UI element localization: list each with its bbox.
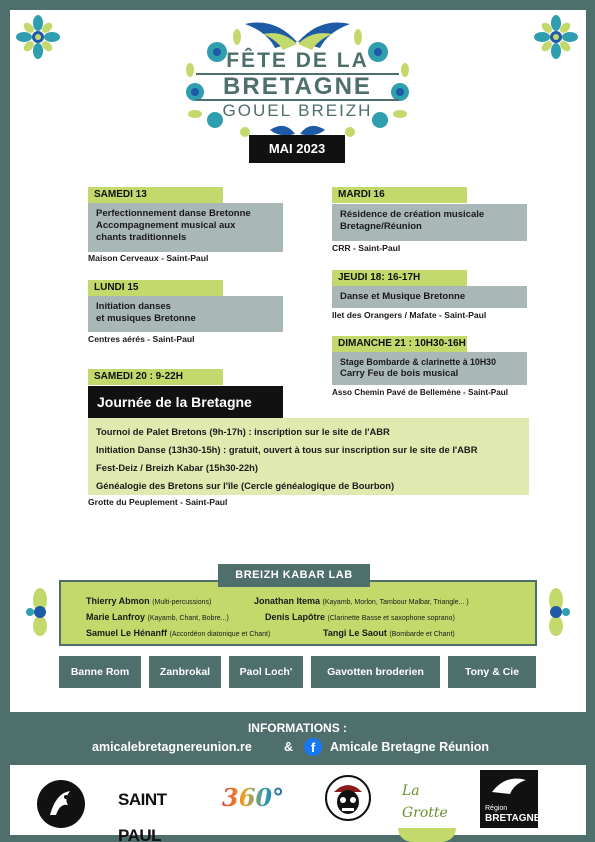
band-label: Gavotten broderien (311, 656, 440, 688)
band-label: Tony & Cie (448, 656, 536, 688)
facebook-icon: f (304, 738, 322, 756)
band-label: Banne Rom (59, 656, 141, 688)
mardi16-line2: Bretagne/Réunion (340, 221, 422, 232)
musician-role: (Accordéon diatonique et Chant) (169, 631, 271, 638)
musician (265, 611, 455, 625)
association-logo-icon (36, 774, 86, 834)
samedi13-line2: Accompagnement musical aux (96, 220, 236, 231)
region-logo-line1: Région (485, 805, 508, 812)
journee-title: Journée de la Bretagne (88, 386, 283, 418)
samedi20-line: Tournoi de Palet Bretons (9h-17h) : inscription sur le site de l'ABR (96, 426, 390, 437)
title-line-2: BRETAGNE (196, 73, 399, 101)
musician (323, 627, 455, 641)
musician (254, 595, 469, 609)
left-corner-ornament-icon (15, 14, 61, 60)
right-lab-ornament-icon (538, 582, 574, 642)
musician (86, 595, 211, 609)
musician-name: Thierry Abmon (86, 596, 150, 606)
musician-role: (Bombarde et Chant) (389, 631, 455, 638)
dimanche21-line1: Stage Bombarde & clarinette à 10H30 (340, 357, 496, 367)
lundi15-line2: et musiques Bretonne (96, 313, 196, 324)
l360-logo-text: 360° (222, 778, 286, 818)
samedi13-line3: chants traditionnels (96, 232, 187, 243)
musician-role: (Kayamb, Chant, Bobre...) (147, 615, 229, 622)
jeudi18-line1: Danse et Musique Bretonne (340, 291, 466, 302)
la-grotte-wave (398, 828, 456, 842)
musician (86, 611, 229, 625)
facebook-link[interactable]: Amicale Bretagne Réunion (330, 740, 490, 754)
samedi20-place: Grotte du Peuplement - Saint-Paul (88, 497, 228, 507)
musician-role: (Kayamb, Morlon, Tambour Malbar, Triangle... ) (322, 599, 469, 606)
mardi16-day: MARDI 16 (332, 187, 467, 203)
musician-role: (Multi-percussions) (152, 599, 212, 606)
lab-title: BREIZH KABAR LAB (218, 564, 370, 587)
lundi15-day: LUNDI 15 (88, 280, 223, 296)
info-title: INFORMATIONS : (247, 721, 348, 735)
samedi20-line: Généalogie des Bretons sur l'île (Cercle généalogique de Bourbon) (96, 480, 395, 491)
title-line-1: FÊTE DE LA (226, 49, 369, 72)
l360-logo (222, 778, 286, 826)
dimanche21-day: DIMANCHE 21 : 10H30-16H (332, 336, 467, 352)
musician-name: Jonathan Itema (254, 596, 321, 606)
musician-name: Tangi Le Saout (323, 628, 387, 638)
musician-name: Denis Lapôtre (265, 612, 326, 622)
saint-paul-logo-text: SAINT PAUL (118, 790, 167, 842)
musician-name: Samuel Le Hénanff (86, 628, 168, 638)
la-grotte-logo-text: La Grotte (402, 783, 448, 821)
samedi20-box (88, 418, 529, 495)
region-bretagne-logo (480, 770, 541, 828)
band-label: Paol Loch' (229, 656, 303, 688)
musician (86, 627, 270, 641)
mardi16-place: CRR - Saint-Paul (332, 243, 401, 253)
la-grotte-logo (398, 780, 460, 828)
samedi13-line1: Perfectionnement danse Bretonne (96, 208, 251, 219)
lundi15-place: Centres aérés - Saint-Paul (88, 334, 195, 344)
musician-role: (Clarinette Basse et saxophone soprano) (327, 615, 455, 622)
left-lab-ornament-icon (22, 582, 58, 642)
samedi13-box (88, 203, 283, 252)
samedi20-day: SAMEDI 20 : 9-22H (88, 369, 223, 385)
samedi13-place: Maison Cerveaux - Saint-Paul (88, 253, 209, 263)
samedi20-line: Fest-Deiz / Breizh Kabar (15h30-22h) (96, 462, 259, 473)
date-badge: MAI 2023 (249, 135, 345, 163)
samedi13-day: SAMEDI 13 (88, 187, 223, 203)
ampersand: & (284, 740, 294, 754)
dimanche21-place: Asso Chemin Pavé de Bellemène - Saint-Paul (332, 388, 509, 397)
dimanche21-line2: Carry Feu de bois musical (340, 368, 459, 379)
jeudi18-place: Ilet des Orangers / Mafate - Saint-Paul (332, 310, 487, 320)
region-logo-line2: BRETAGNE (485, 813, 541, 824)
region-bird-icon (480, 770, 538, 800)
lundi15-line1: Initiation danses (96, 301, 171, 312)
mardi16-box (332, 204, 527, 241)
musician-name: Marie Lanfroy (86, 612, 146, 622)
pirate-logo-icon (324, 774, 372, 822)
event-title (190, 50, 405, 121)
jeudi18-day: JEUDI 18: 16-17H (332, 270, 467, 286)
mardi16-line1: Résidence de création musicale (340, 209, 485, 220)
right-corner-ornament-icon (533, 14, 579, 60)
jeudi18-box (332, 286, 527, 308)
title-line-3: GOUEL BREIZH (222, 101, 373, 120)
band-label: Zanbrokal (149, 656, 221, 688)
saint-paul-logo (118, 782, 194, 842)
website-link[interactable]: amicalebretagnereunion.re (92, 740, 252, 754)
dimanche21-box (332, 352, 527, 385)
samedi20-line: Initiation Danse (13h30-15h) : gratuit, ouvert à tous sur inscription sur le site de l'ABR (96, 444, 478, 455)
lundi15-box (88, 296, 283, 332)
